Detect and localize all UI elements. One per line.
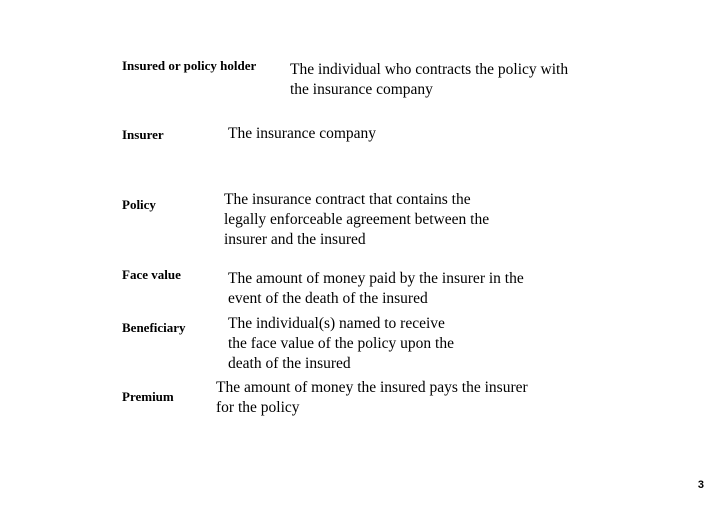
definition-insured bbox=[290, 60, 568, 100]
definition-line: the insurance company bbox=[290, 81, 433, 98]
definition-line: the face value of the policy upon the bbox=[228, 335, 454, 352]
definition-line: The individual(s) named to receive bbox=[228, 315, 445, 332]
definition-line: legally enforceable agreement between the bbox=[224, 211, 490, 228]
definition-line: for the policy bbox=[216, 399, 300, 416]
term-policy: Policy bbox=[122, 197, 156, 212]
definition-premium bbox=[216, 378, 528, 418]
definition-line: death of the insured bbox=[228, 355, 351, 372]
definition-policy bbox=[224, 190, 489, 250]
term-beneficiary: Beneficiary bbox=[122, 320, 186, 335]
definition-line: The insurance contract that contains the bbox=[224, 191, 471, 208]
definition-line: event of the death of the insured bbox=[228, 290, 428, 307]
page-number: 3 bbox=[697, 479, 704, 491]
definition-line: The individual who contracts the policy with bbox=[290, 61, 569, 78]
definition-beneficiary bbox=[228, 314, 454, 374]
definition-insurer bbox=[228, 124, 376, 144]
definition-line: The insurance company bbox=[228, 125, 377, 142]
term-insured: Insured or policy holder bbox=[122, 58, 257, 73]
definition-line: The amount of money the insured pays the insurer bbox=[216, 379, 528, 396]
definition-face-value bbox=[228, 269, 524, 309]
definition-line: The amount of money paid by the insurer in the bbox=[228, 270, 524, 287]
term-face-value: Face value bbox=[122, 267, 181, 282]
definition-line: insurer and the insured bbox=[224, 231, 366, 248]
term-premium: Premium bbox=[122, 389, 174, 404]
term-insurer: Insurer bbox=[122, 127, 164, 142]
